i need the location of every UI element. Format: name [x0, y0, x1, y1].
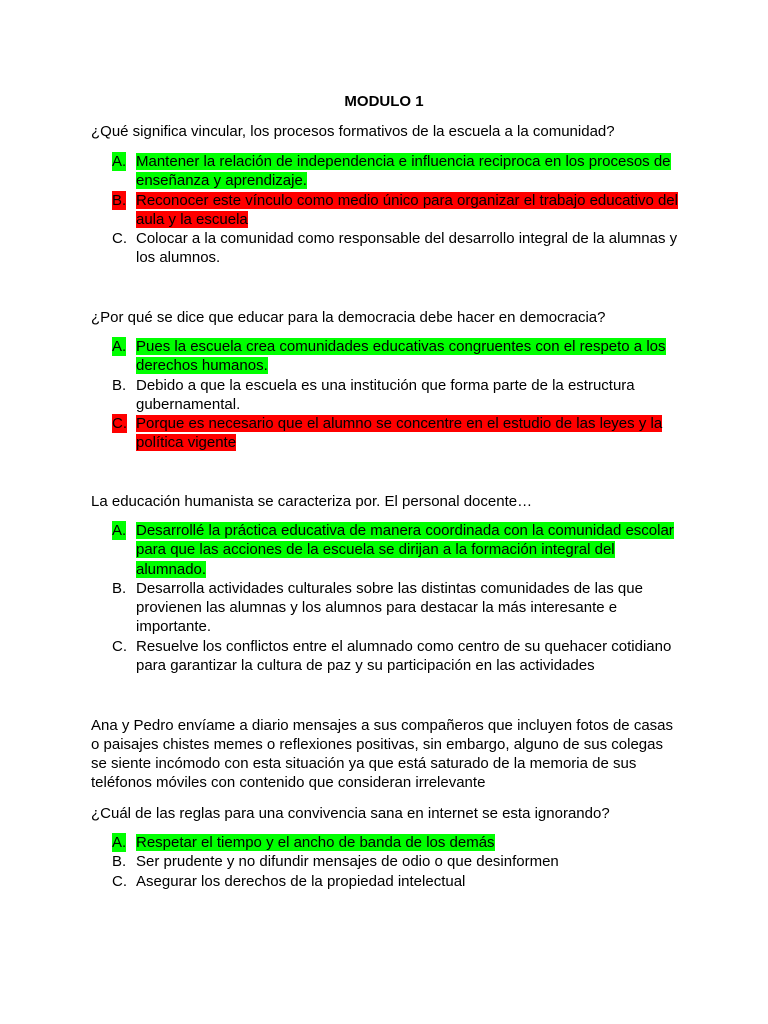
- question-1-options: [112, 152, 682, 268]
- option-text: Respetar el tiempo y el ancho de banda de los demás: [136, 834, 495, 851]
- option-4b: [112, 852, 682, 871]
- option-letter: C.: [112, 415, 127, 433]
- option-letter: A.: [112, 834, 127, 851]
- question-4-context: Ana y Pedro envíame a diario mensajes a sus compañeros que incluyen fotos de casas o paisajes chistes memes o reflexiones positivas, sin embargo, alguno de sus colegas se siente incómodo con esta situación ya que está saturado de la memoria de sus teléfonos móviles con contenido que consideran irrelevante: [91, 717, 673, 791]
- option-letter: A.: [112, 522, 127, 539]
- option-text: Reconocer este vínculo como medio único para organizar el trabajo educativo del aula y la escuela: [136, 191, 678, 228]
- option-letter: C.: [112, 637, 127, 655]
- option-3b: [112, 579, 682, 637]
- question-1-text: ¿Qué significa vincular, los procesos formativos de la escuela a la comunidad?: [91, 123, 615, 140]
- option-text: Resuelve los conflictos entre el alumnado como centro de su quehacer cotidiano para garantizar la cultura de paz y su participación en las actividades: [136, 637, 672, 675]
- option-4c: [112, 872, 682, 891]
- option-letter: B.: [112, 579, 127, 597]
- option-text: Pues la escuela crea comunidades educativas congruentes con el respeto a los derechos humanos.: [136, 338, 666, 375]
- option-text: Ser prudente y no difundir mensajes de odio o que desinformen: [136, 853, 559, 871]
- option-text: Porque es necesario que el alumno se concentre en el estudio de las leyes y la política vigente: [136, 415, 663, 452]
- question-2-options: [112, 337, 682, 453]
- document-title: MODULO 1: [344, 93, 424, 110]
- option-letter: C.: [112, 872, 127, 890]
- question-3-text: La educación humanista se caracteriza por. El personal docente…: [91, 493, 533, 510]
- option-letter: B.: [112, 191, 127, 209]
- option-text: Debido a que la escuela es una institución que forma parte de la estructura gubernamental.: [136, 376, 635, 413]
- question-3-options: [112, 521, 682, 675]
- option-text: Mantener la relación de independencia e influencia reciproca en los procesos de enseñanza y aprendizaje.: [136, 153, 671, 190]
- option-letter: A.: [112, 153, 127, 170]
- option-2a: [112, 337, 682, 376]
- option-2c: [112, 414, 682, 453]
- option-letter: B.: [112, 376, 127, 394]
- option-text: Asegurar los derechos de la propiedad intelectual: [136, 872, 466, 890]
- option-1b: [112, 191, 682, 230]
- option-4a: [112, 833, 682, 852]
- option-1c: [112, 229, 682, 268]
- option-letter: B.: [112, 853, 127, 871]
- question-2-text: ¿Por qué se dice que educar para la democracia debe hacer en democracia?: [91, 309, 606, 326]
- option-text: Desarrollé la práctica educativa de manera coordinada con la comunidad escolar para que las acciones de la escuela se dirijan a la formación integral del alumnado.: [136, 522, 674, 578]
- option-2b: [112, 376, 682, 415]
- option-3a: [112, 521, 682, 579]
- question-4-options: [112, 833, 682, 891]
- option-letter: C.: [112, 230, 127, 248]
- option-1a: [112, 152, 682, 191]
- option-letter: A.: [112, 338, 127, 355]
- question-4-text: ¿Cuál de las reglas para una convivencia sana en internet se esta ignorando?: [91, 805, 610, 822]
- option-text: Colocar a la comunidad como responsable del desarrollo integral de la alumnas y los alumnos.: [136, 230, 678, 267]
- option-3c: [112, 637, 682, 676]
- option-text: Desarrolla actividades culturales sobre las distintas comunidades de las que provienen las alumnas y los alumnos para destacar la más interesante e importante.: [136, 579, 643, 636]
